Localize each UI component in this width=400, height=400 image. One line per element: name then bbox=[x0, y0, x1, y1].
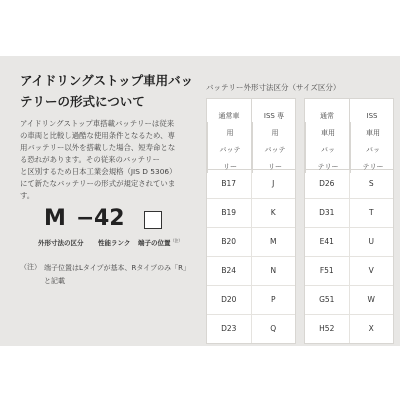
header-text: ISS bbox=[366, 112, 378, 120]
terminal-position-text: 端子の位置 bbox=[138, 239, 171, 248]
table-cell: B24 bbox=[221, 266, 237, 275]
title-line-1: アイドリングストップ車用バッ bbox=[20, 73, 194, 88]
description-line: る恐れがあります。その従来のバッテリー bbox=[20, 155, 160, 164]
header-text: 用 bbox=[252, 122, 297, 139]
table-cell: W bbox=[349, 286, 394, 314]
table-row bbox=[305, 314, 393, 343]
table-row bbox=[305, 198, 393, 227]
table-cell: D23 bbox=[221, 324, 237, 333]
table-cell: V bbox=[349, 257, 394, 285]
header-text: バッテ bbox=[252, 139, 297, 156]
table-cell: S bbox=[349, 170, 394, 198]
size-table-right bbox=[304, 98, 394, 344]
header-normal-vehicle bbox=[305, 99, 349, 169]
table-header bbox=[207, 99, 295, 170]
header-text: 通常車 bbox=[218, 112, 240, 120]
table-cell: T bbox=[349, 199, 394, 227]
size-code-letter: M bbox=[44, 206, 66, 231]
terminal-position-box bbox=[144, 211, 162, 229]
note-mark: （注） bbox=[20, 263, 41, 271]
note-line: と記載 bbox=[44, 277, 65, 285]
table-row bbox=[305, 170, 393, 198]
header-text: バッ bbox=[350, 139, 395, 156]
code-dash: − bbox=[76, 206, 95, 231]
page-title bbox=[20, 70, 200, 112]
table-cell: P bbox=[251, 286, 296, 314]
header-text: テリー bbox=[305, 156, 350, 173]
size-table-left bbox=[206, 98, 296, 344]
performance-rank-label: 性能ランク bbox=[98, 239, 131, 247]
note-line: 端子位置はLタイプが基本、Rタイプのみ「R」 bbox=[44, 264, 190, 272]
table-row bbox=[207, 227, 295, 256]
table-row bbox=[207, 314, 295, 343]
performance-rank-number: 42 bbox=[94, 206, 125, 231]
header-iss-vehicle bbox=[251, 99, 296, 169]
table-cell: D31 bbox=[319, 208, 335, 217]
title-line-2: テリーの形式について bbox=[20, 94, 145, 109]
table-row bbox=[305, 285, 393, 314]
table-row bbox=[207, 198, 295, 227]
table-cell: Q bbox=[251, 315, 296, 343]
size-category-label: 外形寸法の区分 bbox=[38, 239, 84, 247]
table-cell: E41 bbox=[319, 237, 334, 246]
description-line: と区別するため日本工業会規格（JIS D 5306） bbox=[20, 167, 177, 176]
header-text: リー bbox=[207, 156, 252, 173]
table-row bbox=[305, 227, 393, 256]
table-cell: B20 bbox=[221, 237, 237, 246]
header-text: 通常 bbox=[320, 112, 334, 120]
table-row bbox=[305, 256, 393, 285]
terminal-note-mark: （注） bbox=[170, 238, 183, 243]
content-panel bbox=[0, 56, 400, 346]
header-text: 車用 bbox=[305, 122, 350, 139]
table-row bbox=[207, 170, 295, 198]
table-cell: M bbox=[251, 228, 296, 256]
header-normal-vehicle bbox=[207, 99, 251, 169]
battery-code-example bbox=[34, 206, 194, 248]
table-caption: バッテリー外形寸法区分（サイズ区分） bbox=[206, 83, 341, 92]
header-text: ISS 専 bbox=[263, 112, 285, 120]
table-cell: B19 bbox=[221, 208, 237, 217]
table-row bbox=[207, 256, 295, 285]
table-cell: F51 bbox=[319, 266, 334, 275]
description-line: す。 bbox=[20, 191, 35, 200]
table-cell: G51 bbox=[319, 295, 335, 304]
header-text: テリー bbox=[350, 156, 395, 173]
table-cell: D20 bbox=[221, 295, 237, 304]
table-cell: X bbox=[349, 315, 394, 343]
table-cell: D26 bbox=[319, 179, 335, 188]
description-line: にて新たなバッテリーの形式が規定されていま bbox=[20, 179, 176, 188]
header-text: リー bbox=[252, 156, 297, 173]
table-cell: U bbox=[349, 228, 394, 256]
header-text: 車用 bbox=[350, 122, 395, 139]
table-header bbox=[305, 99, 393, 170]
table-cell: B17 bbox=[221, 179, 237, 188]
table-row bbox=[207, 285, 295, 314]
table-cell: N bbox=[251, 257, 296, 285]
note-text bbox=[44, 262, 194, 288]
terminal-position-label bbox=[138, 238, 183, 247]
description-line: の車両と比較し過酷な使用条件となるため、専 bbox=[20, 131, 175, 140]
description-line: 用バッテリー以外を搭載した場合、短寿命とな bbox=[20, 143, 176, 152]
description-line: アイドリングストップ車搭載バッテリーは従来 bbox=[20, 119, 175, 128]
table-cell: J bbox=[251, 170, 296, 198]
table-cell: H52 bbox=[319, 324, 335, 333]
header-text: バッテ bbox=[207, 139, 252, 156]
description-text bbox=[20, 118, 200, 202]
header-text: バッ bbox=[305, 139, 350, 156]
header-iss-vehicle bbox=[349, 99, 394, 169]
header-text: 用 bbox=[207, 122, 252, 139]
table-cell: K bbox=[251, 199, 296, 227]
